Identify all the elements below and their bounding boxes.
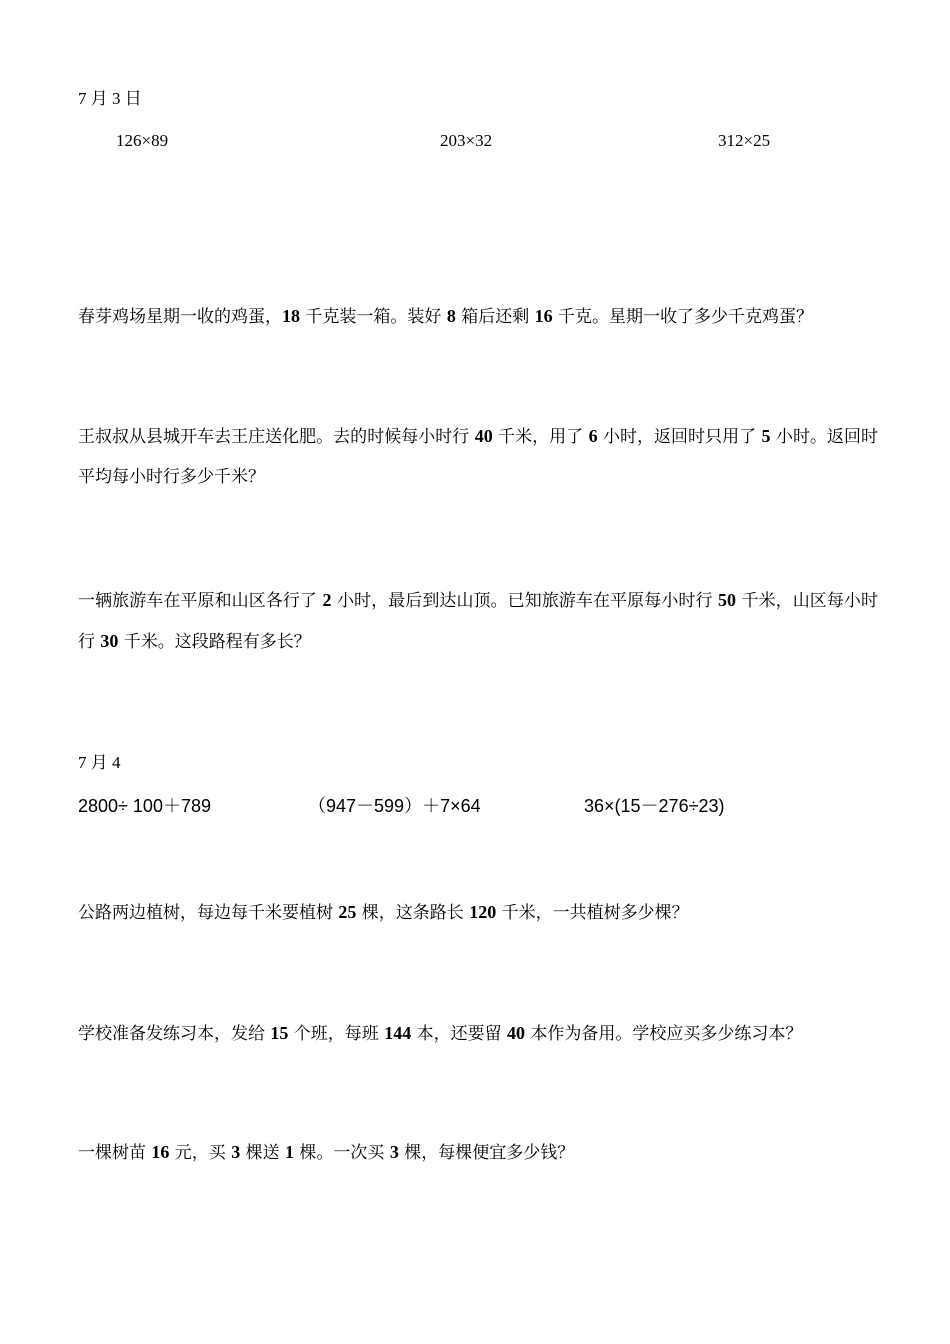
mixed-calc-exercise-2: （947－599）＋7×64: [308, 796, 481, 816]
calc-exercise-3: 312×25: [718, 131, 771, 150]
calc-exercise-2: 203×32: [440, 131, 493, 150]
mixed-calc-exercise-1: 2800÷ 100＋789: [78, 796, 211, 816]
word-problem-tree-planting: 公路两边植树，每边每千米要植树 25 棵，这条路长 120 千米，一共植树多少棵？: [78, 902, 689, 923]
word-problem-eggs: 春芽鸡场星期一收的鸡蛋，18 千克装一箱。装好 8 箱后还剩 16 千克。星期一收了多少千克鸡蛋？: [78, 306, 814, 327]
date-heading-july-4: 7 月 4: [78, 753, 121, 772]
mixed-calc-exercise-3: 36×(15－276÷23): [584, 796, 725, 816]
word-problem-fertilizer-trip: 王叔叔从县城开车去王庄送化肥。去的时候每小时行 40 千米，用了 6 小时，返回时只用了 5 小时。返回时平均每小时行多少千米？: [78, 426, 878, 487]
word-problem-saplings: 一棵树苗 16 元，买 3 棵送 1 棵。一次买 3 棵，每棵便宜多少钱？: [78, 1142, 575, 1163]
calc-exercise-1: 126×89: [116, 131, 169, 150]
word-problem-exercise-books: 学校准备发练习本，发给 15 个班，每班 144 本，还要留 40 本作为备用。学校应买多少练习本？: [78, 1023, 803, 1044]
date-heading-july-3: 7 月 3 日: [78, 89, 142, 108]
word-problem-tour-bus: 一辆旅游车在平原和山区各行了 2 小时，最后到达山顶。已知旅游车在平原每小时行 50 千米，山区每小时行 30 千米。这段路程有多长？: [78, 590, 878, 652]
